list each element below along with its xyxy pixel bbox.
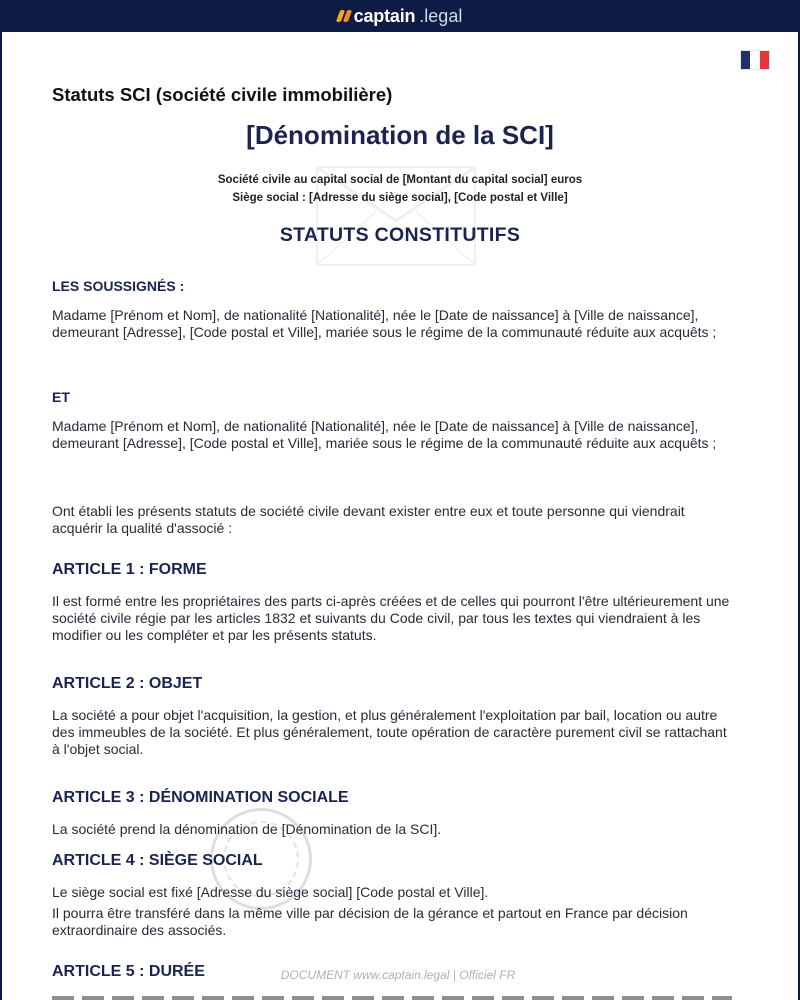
article-1-text: Il est formé entre les propriétaires des parts ci-après créées et de celles qui pourront l'être ultérieurement une société civile régie par les articles 1832 et suivants du Code civil, par tous les textes qui viendraient à les modifier ou les compléter et par les présents statuts.	[52, 593, 730, 643]
captain-logo-icon	[335, 10, 351, 22]
document-type-title: Statuts SCI (société civile immobilière)	[52, 84, 393, 105]
flag-france-icon	[740, 50, 770, 70]
article-4-text: Le siège social est fixé [Adresse du siège social] [Code postal et Ville].	[52, 884, 489, 900]
statuts-title: STATUTS CONSTITUTIFS	[279, 224, 521, 246]
capital-line: Société civile au capital social de [Montant du capital social] euros	[217, 174, 583, 186]
soussignes-heading: LES SOUSSIGNÉS :	[52, 278, 185, 294]
top-bar	[0, 0, 800, 32]
article-2-text: La société a pour objet l'acquisition, la gestion, et plus généralement l'exploitation par bail, location ou autre des immeubles de la société. Et plus généralement, toute opération de caractère purement civil se rattachant à l'objet social.	[52, 707, 727, 757]
footer-watermark-note: DOCUMENT www.captain.legal | Officiel FR	[280, 968, 516, 982]
article-2-title: ARTICLE 2 : OBJET	[52, 675, 203, 692]
logo-tld-text: .legal	[419, 5, 463, 26]
siege-line: Siège social : [Adresse du siège social], [Code postal et Ville]	[232, 192, 568, 204]
article-4-text-2: Il pourra être transféré dans la même ville par décision de la gérance et partout en France par décision extraordinaire des associés.	[52, 905, 688, 938]
article-3-title: ARTICLE 3 : DÉNOMINATION SOCIALE	[52, 789, 349, 806]
article-3-text: La société prend la dénomination de [Dénomination de la SCI].	[52, 821, 442, 837]
party-2-paragraph: Madame [Prénom et Nom], de nationalité [Nationalité], née le [Date de naissance] à [Ville de naissance], demeurant [Adresse], [Code postal et Ville], mariée sous le régime de la communauté réduite aux acquêts ;	[52, 418, 717, 451]
truncated-text-line	[52, 996, 732, 1000]
article-1-title: ARTICLE 1 : FORME	[52, 561, 207, 578]
captain-legal-logo[interactable]	[338, 6, 463, 27]
logo-brand-text: captain	[353, 5, 416, 26]
article-4-title: ARTICLE 4 : SIÈGE SOCIAL	[52, 852, 263, 869]
sci-name-placeholder: [Dénomination de la SCI]	[246, 120, 554, 150]
et-heading: ET	[52, 389, 70, 405]
party-1-paragraph: Madame [Prénom et Nom], de nationalité [Nationalité], née le [Date de naissance] à [Ville de naissance], demeurant [Adresse], [Code postal et Ville], mariée sous le régime de la communauté réduite aux acquêts ;	[52, 307, 717, 340]
article-5-title: ARTICLE 5 : DURÉE	[52, 963, 205, 980]
intro-paragraph: Ont établi les présents statuts de société civile devant exister entre eux et toute personne qui viendrait acquérir la qualité d'associé :	[52, 503, 685, 536]
